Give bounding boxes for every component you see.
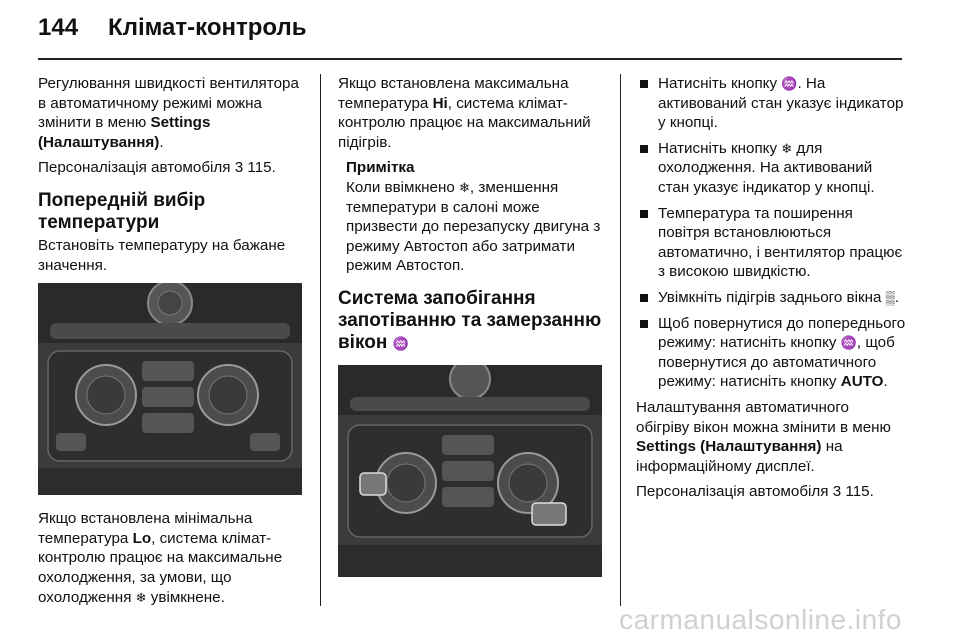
snowflake-icon: ❄ — [135, 589, 147, 605]
cross-reference[interactable]: Персоналізація автомобіля 3 115. — [636, 483, 874, 501]
note-title: Примітка — [346, 159, 415, 177]
paragraph: Встановіть температуру на бажане значення. — [38, 236, 286, 274]
windshield-defrost-icon: ♒ — [392, 335, 409, 351]
note-text: Коли ввімкнено ❄, зменшення температури в салоні може призвести до перезапуску двигуна з режиму Автостоп або затримати режим Автостоп. — [346, 178, 601, 275]
list-item: Температура та поширення повітря встановлюються автоматично, і вентилятор працює з високою швидкістю. — [636, 204, 906, 282]
column-2 — [338, 74, 606, 591]
cross-reference[interactable]: Персоналізація автомобіля 3 115. — [38, 159, 276, 177]
list-item: Щоб повернутися до попереднього режиму: натисніть кнопку ♒, щоб повернутися до автоматичного режиму: натисніть кнопку AUTO. — [636, 314, 906, 392]
rear-window-heating-icon: ▒ — [885, 289, 895, 305]
section-heading: Система запобігання запотіванню та замерзанню вікон ♒ — [338, 287, 602, 353]
page-number: 144 — [38, 14, 79, 41]
windshield-defrost-icon: ♒ — [840, 335, 857, 351]
windshield-defrost-icon: ♒ — [781, 76, 798, 91]
column-3 — [636, 74, 906, 508]
column-1 — [38, 74, 304, 613]
watermark: carmanualsonline.info — [619, 604, 902, 635]
instruction-list — [636, 74, 906, 392]
page-ref-icon: 3 — [832, 483, 842, 501]
list-item: Увімкніть підігрів заднього вікна ▒. — [636, 288, 906, 308]
column-divider — [620, 74, 621, 606]
column-divider — [320, 74, 321, 606]
page-header — [38, 14, 306, 42]
list-item: Натисніть кнопку ♒. На активований стан указує індикатор у кнопці. — [636, 74, 906, 133]
climate-control-panel-photo — [38, 283, 302, 495]
paragraph: Регулювання швидкості вентилятора в автоматичному режимі можна змінити в меню Settings (Налаштування). — [38, 75, 299, 151]
section-heading: Попередній вибір температури — [38, 189, 206, 233]
paragraph: Якщо встановлена максимальна температура Hi, система клімат-контролю працює на максимальний підігрів. — [338, 75, 591, 151]
list-item: Натисніть кнопку ❄ для охолодження. На активований стан указує індикатор у кнопці. — [636, 139, 906, 198]
snowflake-icon: ❄ — [781, 140, 793, 156]
header-rule — [38, 58, 902, 60]
paragraph: Налаштування автоматичного обігріву вікон можна змінити в меню Settings (Налаштування) на інформаційному дисплеї. — [636, 398, 891, 475]
note-block — [338, 158, 606, 276]
page-title: Клімат-контроль — [108, 14, 307, 41]
defrost-panel-photo — [338, 365, 602, 577]
snowflake-icon: ❄ — [459, 179, 470, 195]
paragraph: Якщо встановлена мінімальна температура Lo, система клімат-контролю працює на максимальне охолодження, за умови, що охолодження ❄ увімкнене. — [38, 510, 283, 606]
page-ref-icon: 3 — [234, 159, 244, 177]
